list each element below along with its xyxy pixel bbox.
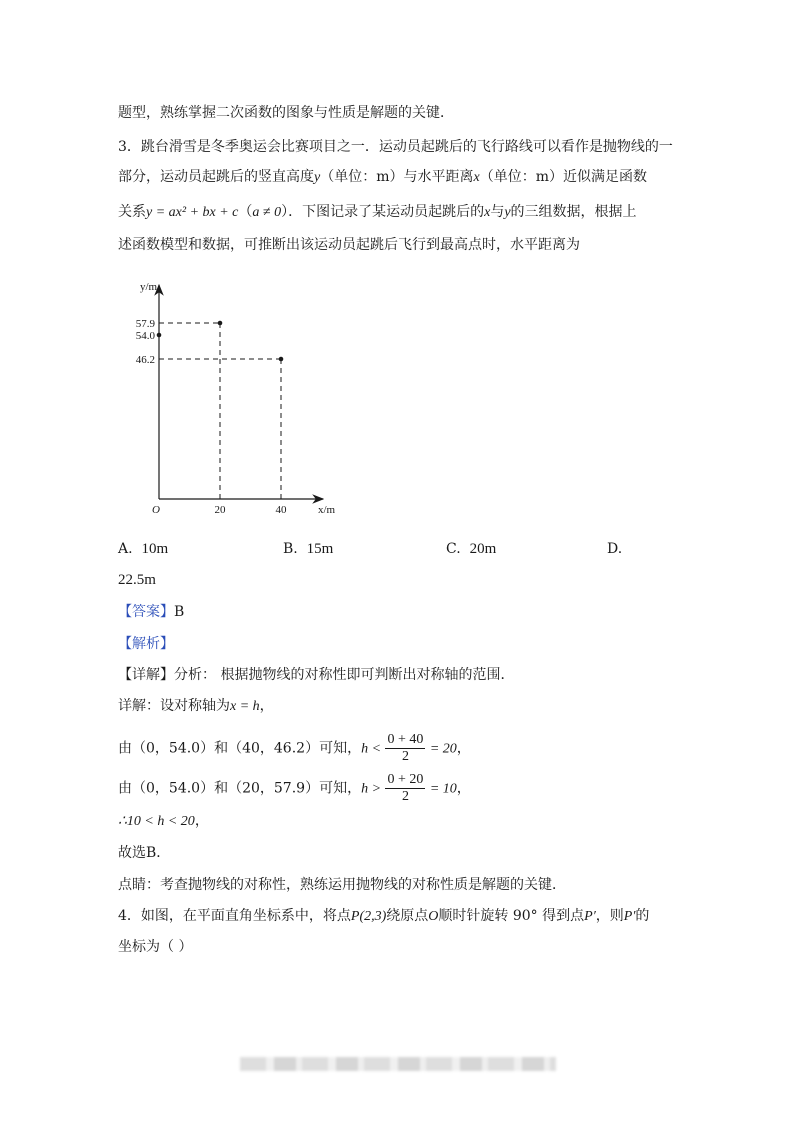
x-tick-label-0: 20 <box>214 504 226 516</box>
q3-line-1 <box>118 138 673 156</box>
option-d-value-line <box>118 571 156 589</box>
step-3-text: 由（0，54.0）和（20，57.9）可知， <box>118 780 362 797</box>
x-axis-label: x/m <box>318 504 336 516</box>
q3-text-3d: 与 <box>490 204 505 220</box>
step-2-end: ， <box>456 740 471 757</box>
step-2-text: 由（0，54.0）和（40，46.2）可知， <box>118 740 362 757</box>
step-1-math: x = h <box>230 699 260 714</box>
step-4-math: ∴10 < h < 20 <box>118 814 195 829</box>
y-tick-label-0: 57.9 <box>135 318 155 330</box>
q3-text-3a: 关系 <box>118 204 146 220</box>
q3-text-3e: 的三组数据，根据上 <box>510 204 637 220</box>
var-x-2: x <box>484 205 491 220</box>
answer-line <box>118 603 184 621</box>
q3-text-2b: （单位：m）与水平距离 <box>320 169 474 185</box>
q4-point-p: P(2,3) <box>350 909 387 924</box>
q3-text-4: 述函数模型和数据，可推断出该运动员起跳后飞行到最高点时，水平距离为 <box>118 237 580 253</box>
step-1 <box>118 697 274 716</box>
trajectory-chart <box>128 275 348 520</box>
step-4-end: ， <box>194 813 209 829</box>
q4-line-2 <box>118 938 192 956</box>
q3-text-3c: ）．下图记录了某运动员起跳后的 <box>281 204 485 220</box>
option-d-label: D. <box>607 541 623 557</box>
q4-text-b: 绕原点 <box>386 908 429 924</box>
q4-text-e: 的 <box>635 908 650 924</box>
option-b-value: 15m <box>306 541 334 557</box>
q3-text-2c: （单位：m）近似满足函数 <box>479 169 647 185</box>
data-point-2 <box>279 357 284 362</box>
option-a-label: A. <box>118 541 133 557</box>
q4-point-pprime-2: P′ <box>623 909 636 924</box>
origin-label: O <box>152 504 160 516</box>
option-c-value: 20m <box>469 541 497 557</box>
q4-text-d: ，则 <box>595 908 624 924</box>
y-tick-label-1: 54.0 <box>135 330 155 342</box>
option-c-label: C. <box>446 541 461 557</box>
q3-line-3 <box>118 203 637 222</box>
step-2-numerator: 0 + 40 <box>387 732 424 747</box>
q3-text-2a: 部分，运动员起跳后的竖直高度 <box>118 169 314 185</box>
step-3-rhs: = 10 <box>429 781 457 797</box>
q4-text-a: 4．如图，在平面直角坐标系中，将点 <box>118 908 351 924</box>
step-3-end: ， <box>456 780 471 797</box>
intro-text: 题型，熟练掌握二次函数的图象与性质是解题的关键． <box>118 105 454 121</box>
analysis-line <box>118 635 174 653</box>
option-a-value: 10m <box>141 541 169 557</box>
var-x: x <box>473 170 480 185</box>
data-point-0 <box>157 333 162 338</box>
step-5 <box>118 844 170 862</box>
option-a[interactable] <box>118 540 168 558</box>
step-1-text: 详解：设对称轴为 <box>118 698 230 714</box>
q4-line-1 <box>118 907 649 926</box>
quadratic-formula: y = ax² + bx + c <box>146 205 239 220</box>
dashed-guides <box>159 323 281 499</box>
q3-text-1: 3．跳台滑雪是冬季奥运会比赛项目之一．运动员起跳后的飞行路线可以看作是抛物线的一 <box>118 139 673 155</box>
detail-line <box>118 666 514 684</box>
step-3-fraction <box>385 772 425 805</box>
answer-value: B <box>174 604 185 620</box>
q3-text-3b: （ <box>238 204 253 220</box>
answer-tag: 【答案】 <box>118 604 174 620</box>
step-3 <box>118 772 471 805</box>
step-3-denominator: 2 <box>401 789 409 804</box>
data-point-1 <box>218 321 223 326</box>
q3-line-4 <box>118 236 580 254</box>
option-d-value: 22.5m <box>118 572 156 588</box>
step-1-end: ， <box>259 698 274 714</box>
option-c[interactable] <box>446 540 496 558</box>
step-2-fraction <box>385 732 425 765</box>
step-2-lhs: h < <box>361 741 382 757</box>
y-axis-label: y/m <box>140 281 158 293</box>
option-b-label: B. <box>283 541 298 557</box>
x-tick-label-1: 40 <box>275 504 287 516</box>
step-2-denominator: 2 <box>401 749 409 764</box>
detail-text: 分析： 根据抛物线的对称性即可判断出对称轴的范围． <box>174 667 515 683</box>
step-2-rhs: = 20 <box>429 741 457 757</box>
condition-a: a ≠ 0 <box>252 205 282 220</box>
step-3-lhs: h > <box>361 781 382 797</box>
step-5-text: 故选B． <box>118 845 171 861</box>
step-3-numerator: 0 + 20 <box>387 772 424 787</box>
step-6 <box>118 876 566 894</box>
var-y: y <box>314 170 321 185</box>
step-6-text: 点睛：考查抛物线的对称性，熟练运用抛物线的对称性质是解题的关键． <box>118 877 566 893</box>
step-2 <box>118 732 471 765</box>
blurred-footer <box>240 1057 556 1071</box>
analysis-tag: 【解析】 <box>118 636 174 652</box>
intro-line <box>118 104 454 122</box>
q4-origin: O <box>428 909 439 924</box>
var-y-2: y <box>504 205 511 220</box>
q3-line-2 <box>118 168 647 187</box>
y-tick-label-2: 46.2 <box>135 354 155 366</box>
option-d[interactable] <box>607 540 622 558</box>
step-4 <box>118 812 209 831</box>
q4-point-pprime: P′ <box>584 909 596 924</box>
q4-text-c: 顺时针旋转 90° 得到点 <box>438 908 585 924</box>
option-b[interactable] <box>283 540 333 558</box>
q4-text-f: 坐标为（ ） <box>118 939 193 955</box>
detail-tag: 【详解】 <box>118 667 174 683</box>
